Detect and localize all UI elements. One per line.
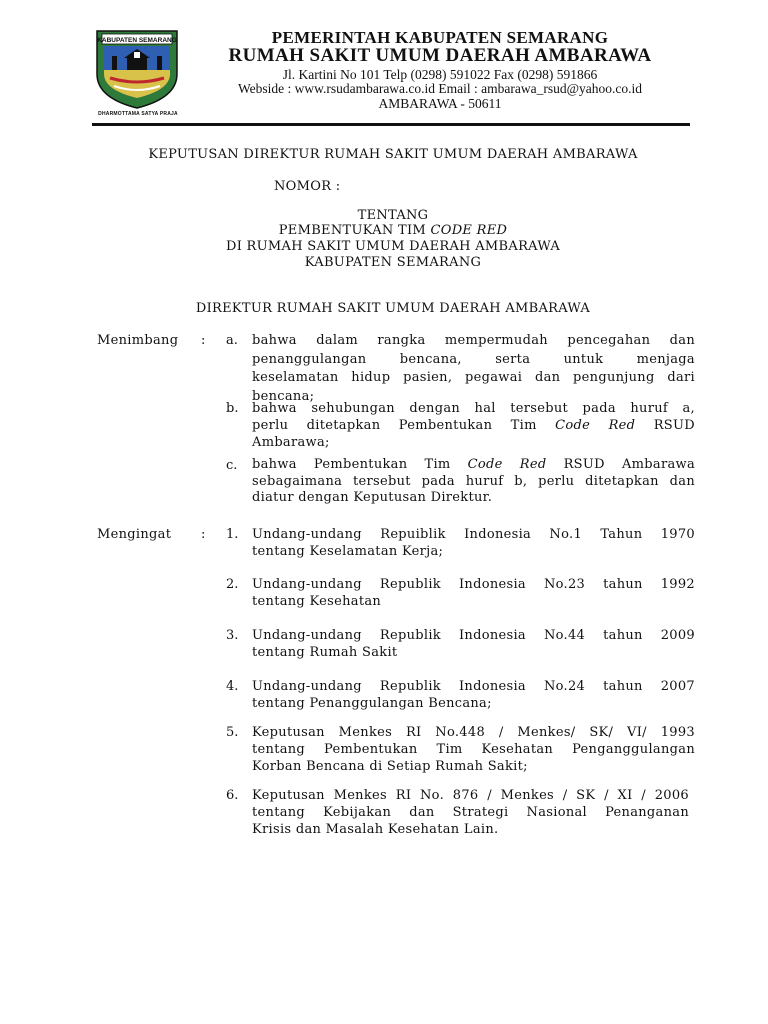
item-line: bencana;: [252, 388, 315, 404]
item-text: RSUD: [635, 418, 695, 433]
item-line: tentang Kesehatan: [252, 594, 382, 609]
mengingat-item-4: [252, 678, 695, 712]
item-line: diatur dengan Keputusan Direktur.: [252, 490, 493, 505]
item-line: bahwa sehubungan dengan hal tersebut pada huruf a,: [252, 401, 695, 416]
item-line: Undang-undang Repuiblik Indonesia No.1 Tahun 1970: [252, 527, 695, 542]
subject-text: PEMBENTUKAN TIM: [278, 223, 431, 238]
menimbang-marker-b: b.: [226, 401, 239, 416]
item-text: bahwa Pembentukan Tim: [252, 457, 468, 472]
mengingat-item-5: [252, 724, 695, 775]
mengingat-marker-2: 2.: [226, 577, 239, 592]
menimbang-label: Menimbang: [97, 333, 179, 348]
item-line: keselamatan hidup pasien, pegawai dan pengunjung dari: [252, 370, 695, 385]
menimbang-item-c: [252, 457, 695, 507]
item-line: tentang Kebijakan dan Strategi Nasional Penanganan: [252, 805, 689, 820]
item-line: Undang-undang Republik Indonesia No.44 tahun 2009: [252, 628, 695, 643]
menimbang-item-b: [252, 400, 695, 451]
mengingat-marker-1: 1.: [226, 527, 239, 542]
logo-motto: DHARMOTTAMA SATYA PRAJA: [98, 111, 178, 117]
item-line: [252, 457, 695, 474]
item-line: Ambarawa;: [252, 435, 330, 450]
code-red-text: Code Red: [467, 457, 547, 472]
item-line: tentang Keselamatan Kerja;: [252, 544, 444, 559]
mengingat-item-1: [252, 526, 695, 560]
decree-title: KEPUTUSAN DIREKTUR RUMAH SAKIT UMUM DAERAH AMBARAWA: [148, 147, 638, 162]
regency-logo: [94, 28, 180, 120]
mengingat-marker-4: 4.: [226, 679, 239, 694]
hospital-address: Jl. Kartini No 101 Telp (0298) 591022 Fax (0298) 591866: [282, 67, 598, 82]
hospital-city: AMBARAWA - 50611: [378, 96, 502, 111]
subject-line-1: [100, 223, 686, 238]
item-line: Undang-undang Republik Indonesia No.24 tahun 2007: [252, 679, 695, 694]
item-line: Korban Bencana di Setiap Rumah Sakit;: [252, 759, 528, 774]
item-line: tentang Pembentukan Tim Kesehatan Penganggulangan: [252, 742, 695, 757]
mengingat-item-6: [252, 787, 689, 838]
decree-number: NOMOR :: [274, 179, 341, 194]
item-text: RSUD Ambarawa: [546, 457, 696, 472]
item-line: Krisis dan Masalah Kesehatan Lain.: [252, 822, 499, 837]
menimbang-marker-a: a.: [226, 333, 238, 348]
item-line: sebagaimana tersebut pada huruf b, perlu ditetapkan dan: [252, 473, 695, 489]
menimbang-marker-c: c.: [226, 458, 238, 473]
mengingat-item-2: [252, 576, 695, 610]
item-line: tentang Rumah Sakit: [252, 645, 398, 660]
hospital-web-email: Webside : www.rsudambarawa.co.id Email : ambarawa_rsud@yahoo.co.id: [237, 81, 643, 96]
item-line: Keputusan Menkes RI No. 876 / Menkes / SK / XI / 2006: [252, 788, 689, 803]
item-line: Undang-undang Republik Indonesia No.23 tahun 1992: [252, 577, 695, 592]
item-line: [252, 417, 695, 434]
hospital-name: RUMAH SAKIT UMUM DAERAH AMBARAWA: [228, 45, 652, 66]
tentang-heading: TENTANG: [357, 208, 429, 223]
mengingat-colon: :: [201, 527, 206, 542]
subject-line-3: KABUPATEN SEMARANG: [304, 255, 482, 270]
subject-line-2: DI RUMAH SAKIT UMUM DAERAH AMBARAWA: [225, 239, 561, 254]
item-line: Keputusan Menkes RI No.448 / Menkes/ SK/ VI/ 1993: [252, 725, 695, 740]
mengingat-item-3: [252, 627, 695, 661]
item-line: bahwa dalam rangka mempermudah pencegahan dan: [252, 333, 695, 348]
government-name: PEMERINTAH KABUPATEN SEMARANG: [271, 28, 609, 47]
menimbang-item-a: [252, 332, 695, 406]
item-line: tentang Penanggulangan Bencana;: [252, 696, 492, 711]
letterhead-divider: [92, 123, 690, 126]
menimbang-colon: :: [201, 333, 206, 348]
subject-code-red: CODE RED: [430, 223, 508, 238]
issuer-heading: DIREKTUR RUMAH SAKIT UMUM DAERAH AMBARAWA: [195, 301, 591, 316]
logo-text: KABUPATEN SEMARANG: [97, 37, 177, 44]
mengingat-marker-3: 3.: [226, 628, 239, 643]
mengingat-marker-6: 6.: [226, 788, 239, 803]
mengingat-marker-5: 5.: [226, 725, 239, 740]
code-red-text: Code Red: [555, 418, 636, 433]
mengingat-label: Mengingat: [97, 527, 172, 542]
item-line: penanggulangan bencana, serta untuk menjaga: [252, 351, 695, 367]
item-text: perlu ditetapkan Pembentukan Tim: [252, 418, 556, 433]
